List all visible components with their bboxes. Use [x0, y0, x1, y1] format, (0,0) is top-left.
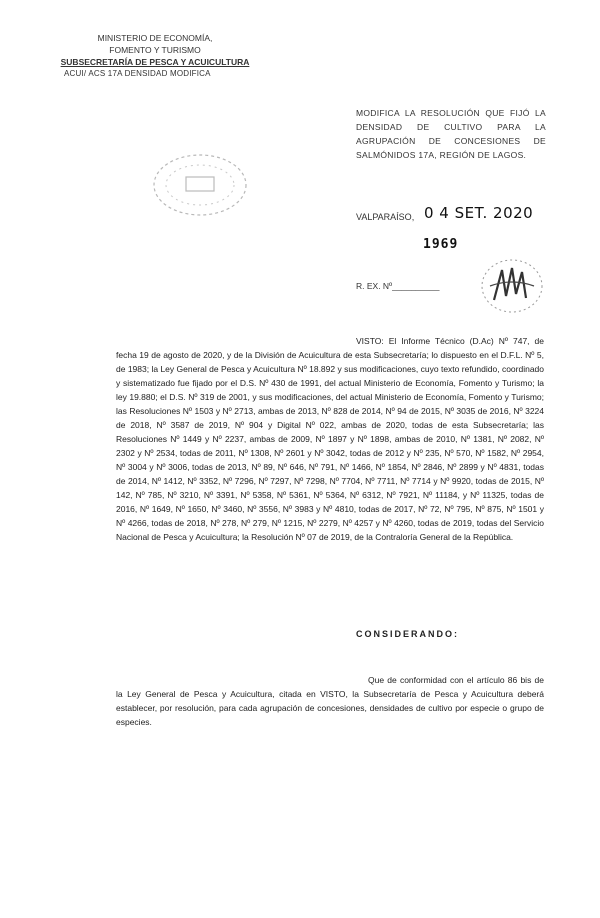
considerando-heading: CONSIDERANDO:	[356, 629, 460, 639]
signature-mark-icon	[476, 256, 546, 316]
resolution-number: 1969	[423, 237, 459, 252]
place-label: VALPARAÍSO,	[356, 212, 415, 222]
letterhead	[60, 32, 250, 80]
ministry-line-1: MINISTERIO DE ECONOMÍA,	[97, 33, 213, 43]
considerando-1-text: Que de conformidad con el artículo 86 bis de la Ley General de Pesca y Acuicultura, citada en VISTO, la Subsecretaría de Pesca y Acuicultura deberá establecer, por resolución, para cada agrupación de concesiones, densidades de cultivo por especie o grupo de especies.	[116, 675, 544, 727]
resolution-date: 0 4 SET. 2020	[424, 204, 534, 222]
document-reference: ACUI/ ACS 17A DENSIDAD MODIFICA	[64, 69, 211, 78]
considerando-paragraph-1	[116, 673, 544, 729]
document-subject: MODIFICA LA RESOLUCIÓN QUE FIJÓ LA DENSIDAD DE CULTIVO PARA LA AGRUPACIÓN DE CONCESIONES DE SALMÓNIDOS 17A, REGIÓN DE LAGOS.	[356, 108, 546, 160]
ministry-line-2: FOMENTO Y TURISMO	[109, 45, 201, 55]
visto-paragraph	[116, 334, 544, 544]
resolution-type-label: R. EX. Nº__________	[356, 281, 440, 291]
visto-text: VISTO: El Informe Técnico (D.Ac) Nº 747, de fecha 19 de agosto de 2020, y de la División de Acuicultura de esta Subsecretaría; lo dispuesto en el D.F.L. Nº 5, de 1983; la Ley General de Pesca y Acuicultura Nº 18.892 y sus modificaciones, cuyo texto refundido, coordinado y sistematizado fue fijado por el D.S. Nº 430 de 1991, del actual Ministerio de Economía, Fomento y Turismo; la ley 19.880; el D.S. Nº 319 de 2001, y sus modificaciones, del actual Ministerio de Economía, Fomento y Turismo; las Resoluciones Nº 1503 y Nº 2713, ambas de 2013, Nº 828 de 2014, Nº 94 de 2015, Nº 3035 de 2016, Nº 3224 de 2018, Nº 3587 de 2019, Nº 904 y Digital Nº 022, ambas de 2020, todas de esta Subsecretaría; las Resoluciones Nº 1449 y Nº 2237, ambas de 2009, Nº 1897 y Nº 1898, ambas de 2010, Nº 1381, Nº 2082, Nº 2302 y Nº 2534, todas de 2011, Nº 1308, Nº 2601 y Nº 3042, todas de 2012 y Nº 235, Nº 570, Nº 1582, Nº 2954, Nº 3004 y Nº 3006, todas de 2013, Nº 89, Nº 646, Nº 791, Nº 1466, Nº 1854, Nº 2846, Nº 2899 y Nº 4831, todas de 2014, Nº 1412, Nº 3352, Nº 7296, Nº 7297, Nº 7298, Nº 7704, Nº 7711, Nº 7714 y Nº 9920, todas de 2015, Nº 142, Nº 785, Nº 3210, Nº 3391, Nº 5358, Nº 5361, Nº 5364, Nº 6312, Nº 7921, Nº 11184, y Nº 11325, todas de 2016, Nº 1649, Nº 1650, Nº 3460, Nº 3556, Nº 3983 y Nº 4810, todas de 2017, Nº 72, Nº 795, Nº 875, Nº 1501 y Nº 4266, todas de 2018, Nº 278, Nº 279, Nº 1215, Nº 2279, Nº 4257 y Nº 4260, todas de 2019, todas del Servicio Nacional de Pesca y Acuicultura; la Resolución Nº 07 de 2019, de la Contraloría General de la República.	[116, 336, 544, 542]
faded-stamp-icon	[150, 150, 250, 220]
subsecretaria-line: SUBSECRETARÍA DE PESCA Y ACUICULTURA	[60, 57, 250, 67]
